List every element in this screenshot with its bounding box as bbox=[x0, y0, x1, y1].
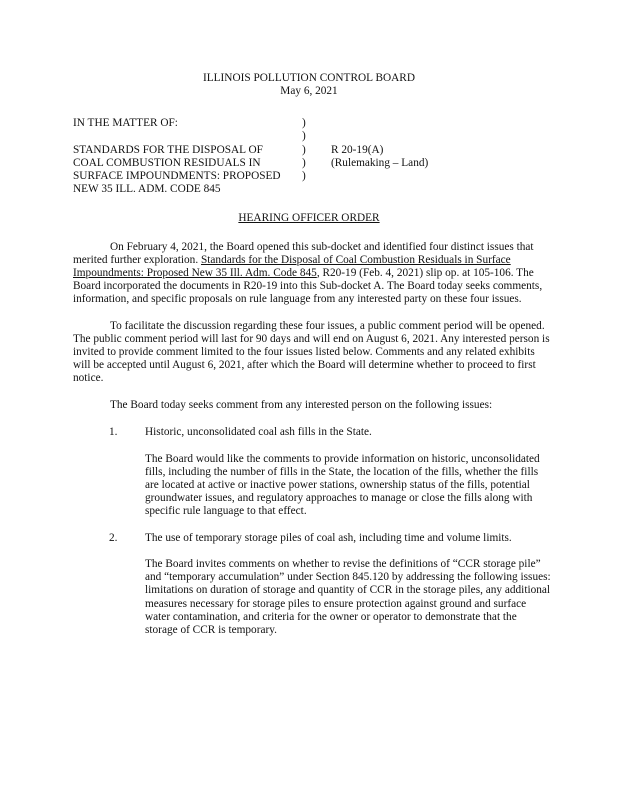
issue-heading: Historic, unconsolidated coal ash fills in the State. bbox=[145, 425, 372, 438]
issue-2-heading bbox=[73, 532, 551, 545]
caption-paren: ) bbox=[302, 130, 306, 143]
docket-type: (Rulemaking – Land) bbox=[331, 156, 429, 169]
caption-line: SURFACE IMPOUNDMENTS: PROPOSED bbox=[73, 169, 281, 182]
caption-paren: ) bbox=[302, 156, 306, 169]
caption-line: COAL COMBUSTION RESIDUALS IN bbox=[73, 156, 261, 169]
paragraph-2: To facilitate the discussion regarding these four issues, a public comment period will be opened. The public comment period will last for 90 days and will end on August 6, 2021. Any interested person is invited to provide comment limited to the four issues listed below. Comments and any related exhibits will be accepted until August 6, 2021, after which the Board will determine whether to proceed to first notice. bbox=[73, 320, 550, 385]
case-caption bbox=[73, 117, 553, 196]
paragraph-1-text-cont: , R20-19 (Feb. 4, 2021) slip op. at 105-106. The Board incorporated the documents in R20-19 into this Sub-docket A. The Board today seeks comments, information, and specific proposals on rule language from any interested party on these four issues. bbox=[73, 267, 543, 306]
order-date: May 6, 2021 bbox=[280, 85, 338, 98]
paragraph-1 bbox=[73, 241, 551, 306]
order-title: HEARING OFFICER ORDER bbox=[238, 212, 380, 224]
paragraph-1-text: On February 4, 2021, the Board opened this sub-docket and identified four distinct issues that merited further exploration. bbox=[73, 241, 534, 267]
issue-1-body: The Board would like the comments to provide information on historic, unconsolidated fills, including the number of fills in the State, the location of the fills, whether the fills are located at active or inactive power stations, ownership status of the fills, potential groundwater issues, and regulatory approaches to manage or close the fills along with specific rule language to that effect. bbox=[145, 452, 540, 517]
issue-number: 2. bbox=[109, 531, 118, 544]
issue-1-heading bbox=[73, 426, 551, 439]
caption-paren: ) bbox=[302, 143, 306, 156]
caption-paren: ) bbox=[302, 169, 306, 182]
issue-number: 1. bbox=[109, 425, 118, 438]
agency-name: ILLINOIS POLLUTION CONTROL BOARD bbox=[202, 72, 415, 84]
caption-paren: ) bbox=[302, 117, 306, 129]
docket-number: R 20-19(A) bbox=[331, 143, 384, 156]
order-title-block bbox=[0, 212, 618, 225]
issue-heading: The use of temporary storage piles of coal ash, including time and volume limits. bbox=[145, 531, 512, 544]
case-citation: Standards for the Disposal of Coal Combustion Residuals in Surface Impoundments: Proposed New 35 Ill. Adm. Code 845 bbox=[73, 254, 511, 280]
issue-2-body: The Board invites comments on whether to revise the definitions of “CCR storage pile” and “temporary accumulation” under Section 845.120 by addressing the following issues: limitations on duration of storage and quantity of CCR in the storage piles, any additional measures necessary for storage piles to ensure protection against ground and surface water contamination, and criteria for the owner or operator to demonstrate that the storage of CCR is temporary. bbox=[145, 558, 551, 636]
order-body bbox=[73, 241, 551, 637]
caption-line: IN THE MATTER OF: bbox=[73, 117, 178, 129]
paragraph-3: The Board today seeks comment from any interested person on the following issues: bbox=[110, 399, 493, 412]
caption-line: NEW 35 ILL. ADM. CODE 845 bbox=[73, 183, 221, 196]
caption-line: STANDARDS FOR THE DISPOSAL OF bbox=[73, 143, 263, 156]
document-header bbox=[0, 72, 618, 98]
